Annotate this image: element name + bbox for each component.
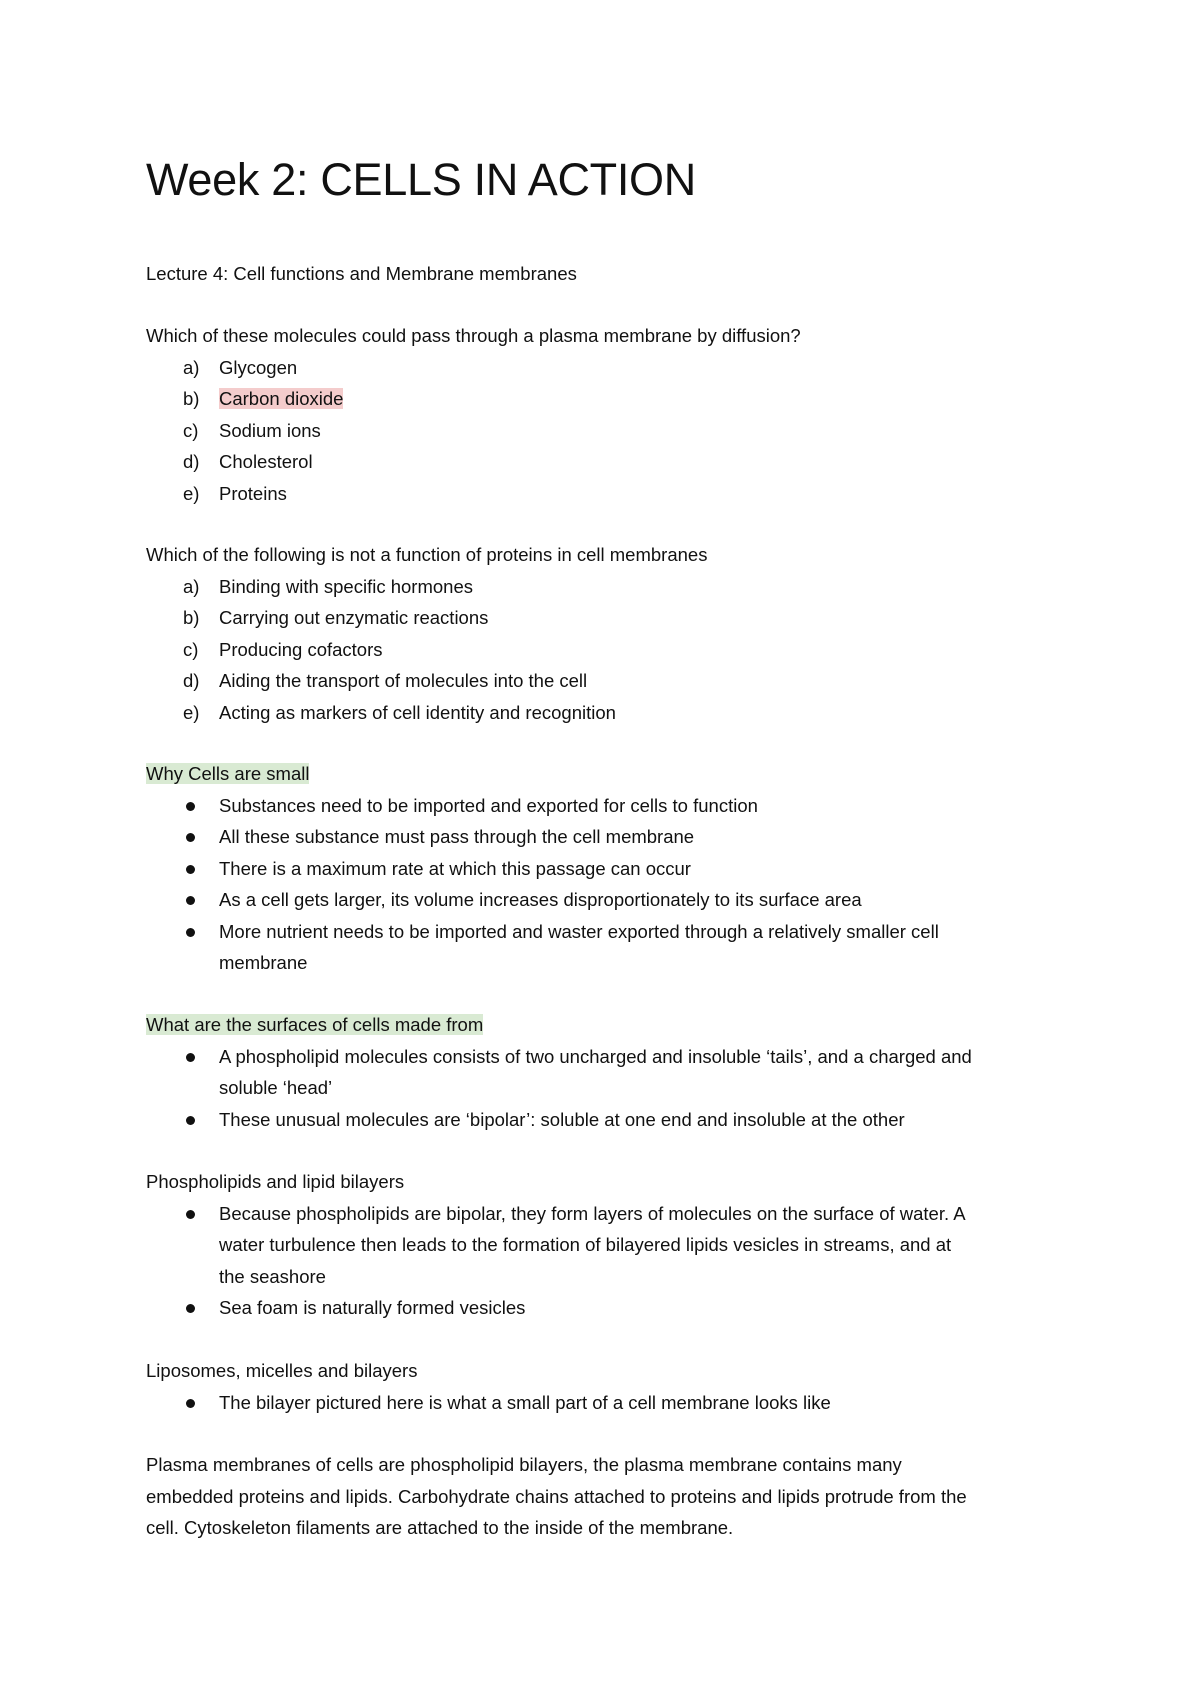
- section-surfaces: [146, 1009, 1076, 1135]
- list-item: [146, 1292, 1076, 1324]
- list-item-continuation: [146, 1072, 1076, 1104]
- section-liposomes: [146, 1355, 1076, 1418]
- option-text: Cholesterol: [219, 451, 313, 472]
- bullet-icon: [186, 833, 195, 842]
- option-text: Acting as markers of cell identity and recognition: [219, 701, 616, 723]
- question-1-text: Which of these molecules could pass through a plasma membrane by diffusion?: [146, 325, 801, 346]
- option-marker: b): [183, 388, 200, 409]
- option-item: [146, 352, 1076, 384]
- question-2-options: [146, 571, 1076, 729]
- bullet-text: Substances need to be imported and exported for cells to function: [219, 794, 758, 816]
- bullet-text: the seashore: [219, 1265, 326, 1287]
- section-heading: Why Cells are small: [146, 763, 310, 784]
- bullet-icon: [186, 1210, 195, 1219]
- bullet-text: These unusual molecules are ‘bipolar’: soluble at one end and insoluble at the other: [219, 1108, 905, 1130]
- option-marker: e): [183, 701, 200, 723]
- bullet-icon: [186, 1053, 195, 1062]
- question-1-options: [146, 352, 1076, 510]
- bullet-icon: [186, 1399, 195, 1408]
- bullet-text: Sea foam is naturally formed vesicles: [219, 1297, 526, 1318]
- paragraph-line: embedded proteins and lipids. Carbohydrate chains attached to proteins and lipids protrude from the: [146, 1485, 967, 1507]
- option-item: [146, 383, 1076, 415]
- highlighted-answer: Carbon dioxide: [219, 388, 344, 409]
- list-item: [146, 790, 1076, 822]
- question-1: [146, 320, 1076, 509]
- bullet-text: membrane: [219, 952, 308, 973]
- option-marker: d): [183, 451, 200, 472]
- bullet-text: All these substance must pass through the cell membrane: [219, 826, 695, 847]
- list-item: [146, 1104, 1076, 1136]
- list-item-continuation: [146, 947, 1076, 979]
- option-text: Glycogen: [219, 356, 298, 378]
- bullet-list: [146, 1041, 1076, 1136]
- section-why-cells-small: [146, 758, 1076, 979]
- closing-paragraph: [146, 1449, 1076, 1544]
- list-item: [146, 1041, 1076, 1073]
- bullet-text: As a cell gets larger, its volume increases disproportionately to its surface area: [219, 889, 862, 910]
- list-item: [146, 916, 1076, 948]
- option-marker: c): [183, 638, 199, 660]
- bullet-text: soluble ‘head’: [219, 1077, 333, 1098]
- option-text: Sodium ions: [219, 419, 321, 441]
- bullet-icon: [186, 1304, 195, 1313]
- list-item: [146, 853, 1076, 885]
- bullet-icon: [186, 1116, 195, 1125]
- option-text: Binding with specific hormones: [219, 575, 473, 597]
- list-item: [146, 1387, 1076, 1419]
- option-marker: b): [183, 607, 200, 628]
- list-item: [146, 1198, 1076, 1230]
- lecture-title: Lecture 4: Cell functions and Membrane membranes: [146, 263, 577, 284]
- bullet-list: [146, 1198, 1076, 1324]
- bullet-text: A phospholipid molecules consists of two uncharged and insoluble ‘tails’, and a charged and: [219, 1045, 972, 1067]
- lecture-heading: [146, 258, 1076, 290]
- option-item: [146, 602, 1076, 634]
- bullet-icon: [186, 928, 195, 937]
- option-item: [146, 446, 1076, 478]
- option-item: [146, 665, 1076, 697]
- option-item: [146, 478, 1076, 510]
- bullet-list: [146, 790, 1076, 979]
- bullet-text: There is a maximum rate at which this passage can occur: [219, 857, 691, 879]
- bullet-list: [146, 1387, 1076, 1419]
- option-item: [146, 571, 1076, 603]
- option-item: [146, 697, 1076, 729]
- section-phospholipids: [146, 1166, 1076, 1324]
- section-heading: Liposomes, micelles and bilayers: [146, 1360, 418, 1381]
- option-text: Proteins: [219, 482, 287, 504]
- option-item: [146, 634, 1076, 666]
- question-2-text: Which of the following is not a function of proteins in cell membranes: [146, 544, 708, 565]
- option-item: [146, 415, 1076, 447]
- option-text: Producing cofactors: [219, 638, 383, 660]
- bullet-icon: [186, 865, 195, 874]
- list-item: [146, 884, 1076, 916]
- paragraph-line: Plasma membranes of cells are phospholipid bilayers, the plasma membrane contains many: [146, 1454, 902, 1475]
- bullet-text: More nutrient needs to be imported and waster exported through a relatively smaller cell: [219, 920, 939, 942]
- list-item: [146, 821, 1076, 853]
- list-item-continuation: [146, 1229, 1076, 1261]
- bullet-text: The bilayer pictured here is what a small part of a cell membrane looks like: [219, 1391, 831, 1413]
- option-marker: a): [183, 356, 200, 378]
- section-heading: What are the surfaces of cells made from: [146, 1014, 484, 1035]
- option-text: Carrying out enzymatic reactions: [219, 607, 489, 628]
- option-marker: d): [183, 670, 200, 691]
- bullet-text: water turbulence then leads to the formation of bilayered lipids vesicles in streams, and at: [219, 1234, 952, 1255]
- page-title: Week 2: CELLS IN ACTION: [146, 154, 696, 205]
- question-2: [146, 539, 1076, 728]
- section-heading: Phospholipids and lipid bilayers: [146, 1171, 405, 1192]
- option-text: Aiding the transport of molecules into the cell: [219, 670, 588, 691]
- bullet-icon: [186, 896, 195, 905]
- paragraph-line: cell. Cytoskeleton filaments are attached to the inside of the membrane.: [146, 1517, 734, 1538]
- bullet-text: Because phospholipids are bipolar, they form layers of molecules on the surface of water. A: [219, 1202, 966, 1224]
- list-item-continuation: [146, 1261, 1076, 1293]
- option-marker: a): [183, 575, 200, 597]
- bullet-icon: [186, 802, 195, 811]
- option-marker: e): [183, 482, 200, 504]
- option-marker: c): [183, 419, 199, 441]
